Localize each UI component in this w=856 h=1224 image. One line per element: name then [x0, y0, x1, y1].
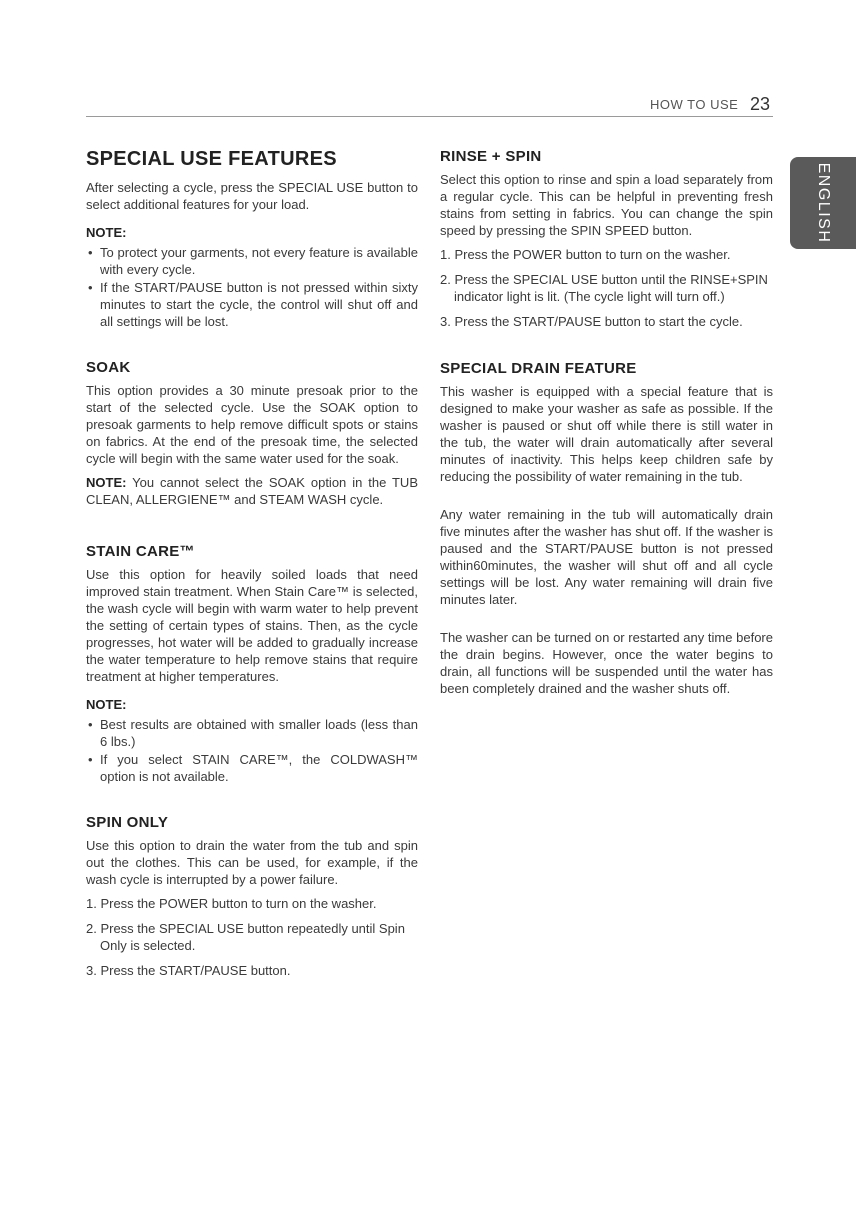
special-drain-paragraph: Any water remaining in the tub will automatically drain five minutes after the washer has shut off. If the washer is paused and the START/PAUSE button is not pressed within60minutes, the washer will shut off and all cycle settings will be lost. Any water remaining will drain five minutes later.	[440, 507, 773, 607]
step-item: 1. Press the POWER button to turn on the washer.	[86, 896, 377, 911]
note-list	[86, 244, 418, 330]
right-column	[440, 148, 773, 704]
list-item: • If the START/PAUSE button is not pressed within sixty minutes to start the cycle, the control will shut off and all settings will be lost.	[86, 279, 418, 330]
header-section-title: HOW TO USE	[650, 97, 739, 112]
list-item: • If you select STAIN CARE™, the COLDWASH™ option is not available.	[86, 751, 418, 785]
header-divider	[86, 116, 773, 117]
stain-care-body: Use this option for heavily soiled loads that need improved stain treatment. When Stain Care™ is selected, the wash cycle will begin with warm water to help prevent the setting of certain types of stains. Then, as the cycle progresses, hot water will be added to gradually increase the water temperature to help remove stains that require treatment at higher temperatures.	[86, 567, 418, 684]
stain-care-note-label: NOTE:	[86, 697, 127, 712]
list-item: • Best results are obtained with smaller loads (less than 6 lbs.)	[86, 716, 418, 750]
section-heading-spin-only: SPIN ONLY	[86, 814, 169, 831]
soak-note	[86, 474, 418, 508]
step-item: 2. Press the SPECIAL USE button until the RINSE+SPIN indicator light is lit. (The cycle light will turn off.)	[440, 272, 768, 304]
section-heading-rinse-spin: RINSE + SPIN	[440, 148, 542, 165]
special-drain-paragraph: This washer is equipped with a special feature that is designed to make your washer as safe as possible. If the washer is paused or shut off while there is still water in the tub, the water will drain automatically after several minutes of inactivity. This helps keep children safe by reducing the possibility of water remaining in the tub.	[440, 384, 773, 484]
step-item: 3. Press the START/PAUSE button.	[86, 963, 291, 978]
stain-care-note-list	[86, 716, 418, 785]
language-tab	[790, 157, 856, 249]
language-tab-label: ENGLISH	[815, 162, 832, 244]
step-item: 3. Press the START/PAUSE button to start the cycle.	[440, 314, 743, 329]
soak-note-label: NOTE:	[86, 475, 127, 490]
step-item: 2. Press the SPECIAL USE button repeatedly until Spin Only is selected.	[86, 921, 405, 953]
section-heading-stain-care: STAIN CARE™	[86, 543, 195, 560]
list-item: • To protect your garments, not every feature is available with every cycle.	[86, 244, 418, 278]
left-column	[86, 148, 418, 987]
rinse-spin-body: Select this option to rinse and spin a load separately from a regular cycle. This can be helpful in preventing fresh stains from setting in fabrics. You can change the spin speed by pressing the SPIN SPEED button.	[440, 172, 773, 238]
page-number: 23	[750, 94, 771, 114]
special-drain-paragraph: The washer can be turned on or restarted any time before the drain begins. However, once the water begins to drain, all functions will be suspended until the water has been completely drained and the washer shuts off.	[440, 630, 773, 696]
rinse-spin-steps	[440, 246, 773, 330]
soak-note-text: You cannot select the SOAK option in the TUB CLEAN, ALLERGIENE™ and STEAM WASH cycle.	[86, 475, 418, 507]
section-heading-special-drain: SPECIAL DRAIN FEATURE	[440, 360, 637, 377]
soak-body: This option provides a 30 minute presoak prior to the start of the selected cycle. Use the SOAK option to presoak garments to help remove difficult spots or stains on fabrics. At the end of the presoak time, the selected cycle will begin with the same water used for the soak.	[86, 383, 418, 466]
page-title: SPECIAL USE FEATURES	[86, 148, 337, 170]
section-heading-soak: SOAK	[86, 359, 131, 376]
spin-only-steps	[86, 895, 418, 979]
spin-only-body: Use this option to drain the water from the tub and spin out the clothes. This can be used, for example, if the wash cycle is interrupted by a power failure.	[86, 838, 418, 887]
intro-text: After selecting a cycle, press the SPECIAL USE button to select additional features for your load.	[86, 180, 418, 212]
note-label: NOTE:	[86, 225, 127, 240]
step-item: 1. Press the POWER button to turn on the washer.	[440, 247, 731, 262]
